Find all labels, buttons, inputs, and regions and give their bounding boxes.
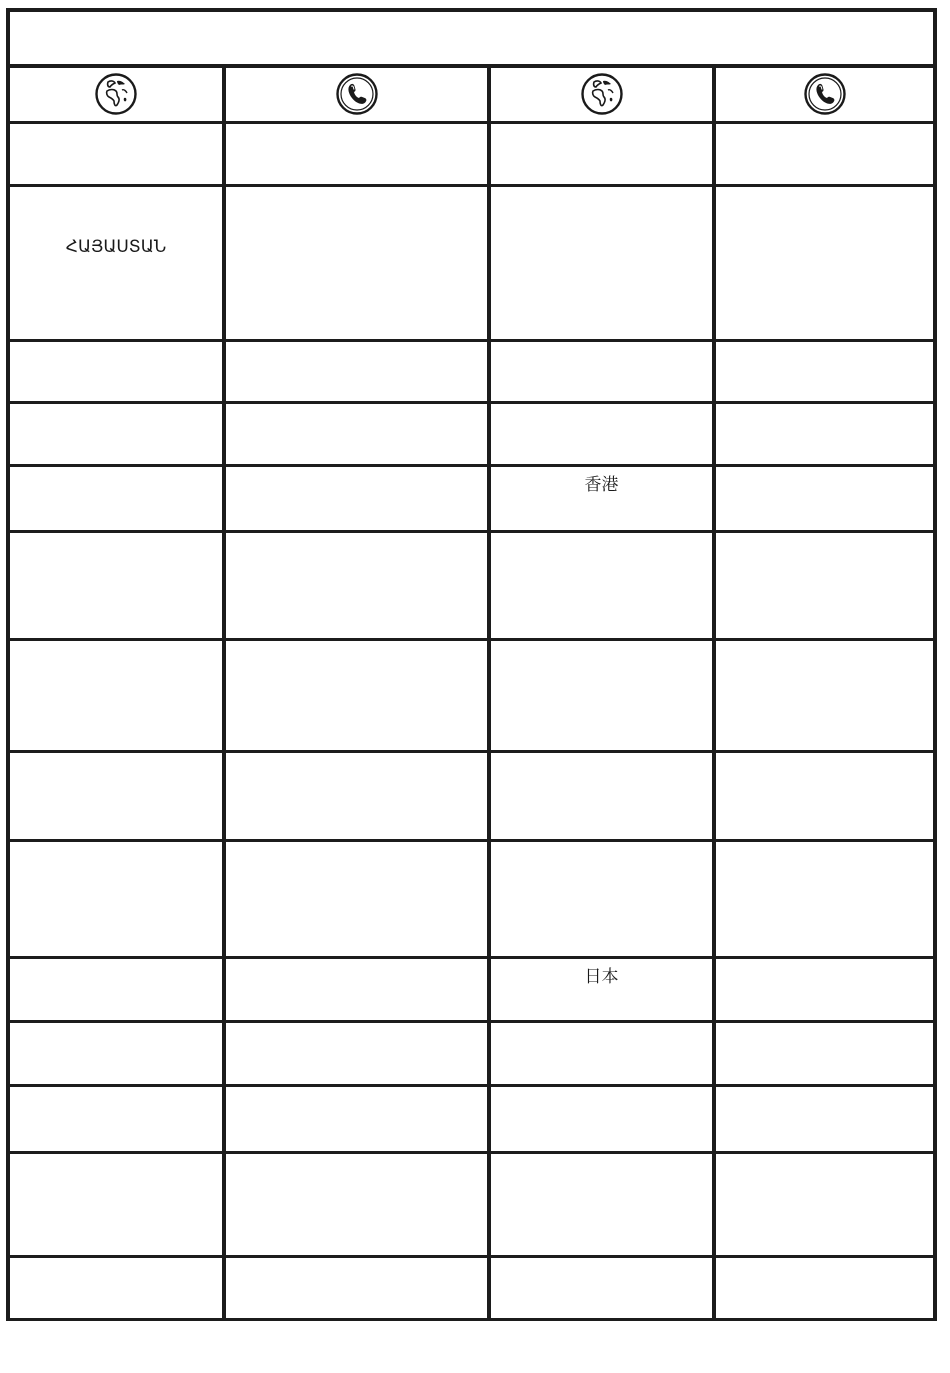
table-rule: [6, 64, 937, 68]
table-rule: [712, 66, 716, 1321]
table-rule: [6, 8, 937, 12]
table-rule: [6, 401, 937, 404]
table-rule: [6, 10, 10, 1321]
table-rule: [6, 530, 937, 533]
table-rule: [6, 1318, 937, 1321]
table-rule: [6, 184, 937, 187]
table-rule: [6, 1020, 937, 1023]
globe-icon: [94, 72, 138, 116]
table-rule: [6, 464, 937, 467]
globe-icon: [580, 72, 624, 116]
table-rule: [6, 750, 937, 753]
phone-icon: [335, 72, 379, 116]
country-name-cell: 香港: [584, 475, 619, 495]
country-name-cell: ՀԱՅԱՍՏԱՆ: [65, 237, 167, 257]
table-rule: [6, 1151, 937, 1154]
table-rule: [222, 66, 226, 1321]
table-rule: [6, 1084, 937, 1087]
table-rule: [6, 121, 937, 124]
table-rule: [6, 1255, 937, 1258]
phone-icon: [803, 72, 847, 116]
table-rule: [933, 10, 937, 1321]
table-rule: [6, 839, 937, 842]
table-rule: [6, 638, 937, 641]
title-bar: [10, 12, 934, 66]
table-rule: [6, 956, 937, 959]
table-rule: [487, 66, 491, 1321]
country-name-cell: 日本: [584, 967, 619, 987]
table-rule: [6, 339, 937, 342]
